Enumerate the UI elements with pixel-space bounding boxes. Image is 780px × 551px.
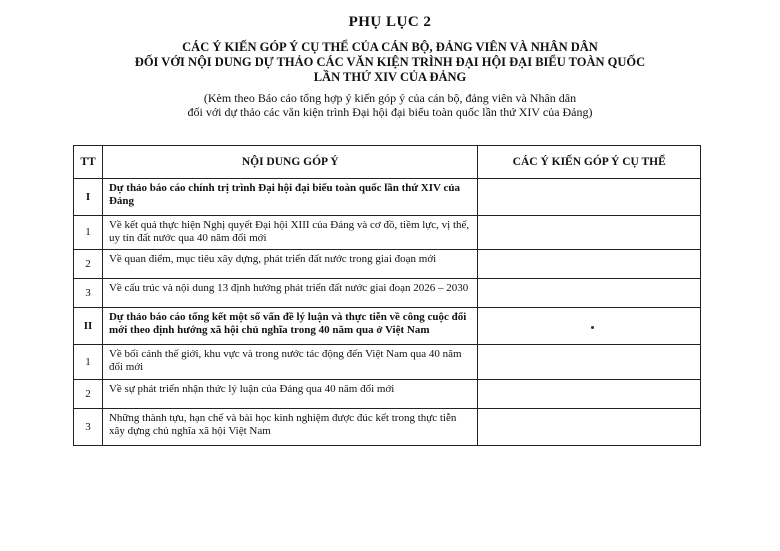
header-comments: CÁC Ý KIẾN GÓP Ý CỤ THỂ <box>478 146 701 179</box>
row-comment-cell[interactable] <box>478 179 701 216</box>
table-row <box>74 279 701 308</box>
row-content: Dự thảo báo cáo chính trị trình Đại hội đại biểu toàn quốc lần thứ XIV của Đảng <box>102 179 477 216</box>
row-number: 1 <box>74 345 103 380</box>
row-content: Về sự phát triển nhận thức lý luận của Đảng qua 40 năm đổi mới <box>102 380 477 409</box>
table-row <box>74 308 701 345</box>
feedback-table <box>73 145 701 446</box>
header-tt: TT <box>74 146 103 179</box>
row-content: Dự thảo báo cáo tổng kết một số vấn đề lý luận và thực tiễn về công cuộc đổi mới theo định hướng xã hội chủ nghĩa trong 40 năm qua ở Việt Nam <box>102 308 477 345</box>
row-content: Về quan điểm, mục tiêu xây dựng, phát triển đất nước trong giai đoạn mới <box>102 250 477 279</box>
table-header-row <box>74 146 701 179</box>
row-content: Những thành tựu, hạn chế và bài học kinh nghiệm được đúc kết trong thực tiễn xây dựng chủ nghĩa xã hội Việt Nam <box>102 409 477 446</box>
row-number: 1 <box>74 216 103 250</box>
appendix-heading: PHỤ LỤC 2 <box>348 14 432 30</box>
row-content: Về bối cảnh thế giới, khu vực và trong nước tác động đến Việt Nam qua 40 năm đổi mới <box>102 345 477 380</box>
row-number: 3 <box>74 409 103 446</box>
row-content: Về cấu trúc và nội dung 13 định hướng phát triển đất nước giai đoạn 2026 – 2030 <box>102 279 477 308</box>
table-row <box>74 250 701 279</box>
row-comment-cell[interactable] <box>478 250 701 279</box>
row-number: 2 <box>74 250 103 279</box>
title-line-3: LẦN THỨ XIV CỦA ĐẢNG <box>313 70 467 84</box>
row-comment-cell[interactable] <box>478 308 701 345</box>
row-comment-cell[interactable] <box>478 279 701 308</box>
table-row <box>74 409 701 446</box>
table-row <box>74 216 701 250</box>
document-subtitle <box>0 91 780 119</box>
subtitle-line-2: đối với dự thảo các văn kiện trình Đại hội đại biểu toàn quốc lần thứ XIV của Đảng) <box>187 105 593 119</box>
table-row <box>74 345 701 380</box>
subtitle-line-1: (Kèm theo Báo cáo tổng hợp ý kiến góp ý của cán bộ, đảng viên và Nhân dân <box>203 91 577 105</box>
table-row <box>74 179 701 216</box>
row-comment-cell[interactable] <box>478 380 701 409</box>
row-content: Về kết quả thực hiện Nghị quyết Đại hội XIII của Đảng và cơ đồ, tiềm lực, vị thế, uy tín đất nước qua 40 năm đổi mới <box>102 216 477 250</box>
header-content: NỘI DUNG GÓP Ý <box>102 146 477 179</box>
scan-speck <box>591 326 594 329</box>
row-comment-cell[interactable] <box>478 409 701 446</box>
document-title <box>0 40 780 85</box>
row-number: II <box>74 308 103 345</box>
title-line-2: ĐỐI VỚI NỘI DUNG DỰ THẢO CÁC VĂN KIỆN TRÌNH ĐẠI HỘI ĐẠI BIỂU TOÀN QUỐC <box>134 55 646 69</box>
row-comment-cell[interactable] <box>478 345 701 380</box>
row-number: 2 <box>74 380 103 409</box>
row-comment-cell[interactable] <box>478 216 701 250</box>
table-row <box>74 380 701 409</box>
row-number: 3 <box>74 279 103 308</box>
row-number: I <box>74 179 103 216</box>
title-line-1: CÁC Ý KIẾN GÓP Ý CỤ THỂ CỦA CÁN BỘ, ĐẢNG VIÊN VÀ NHÂN DÂN <box>182 40 598 54</box>
